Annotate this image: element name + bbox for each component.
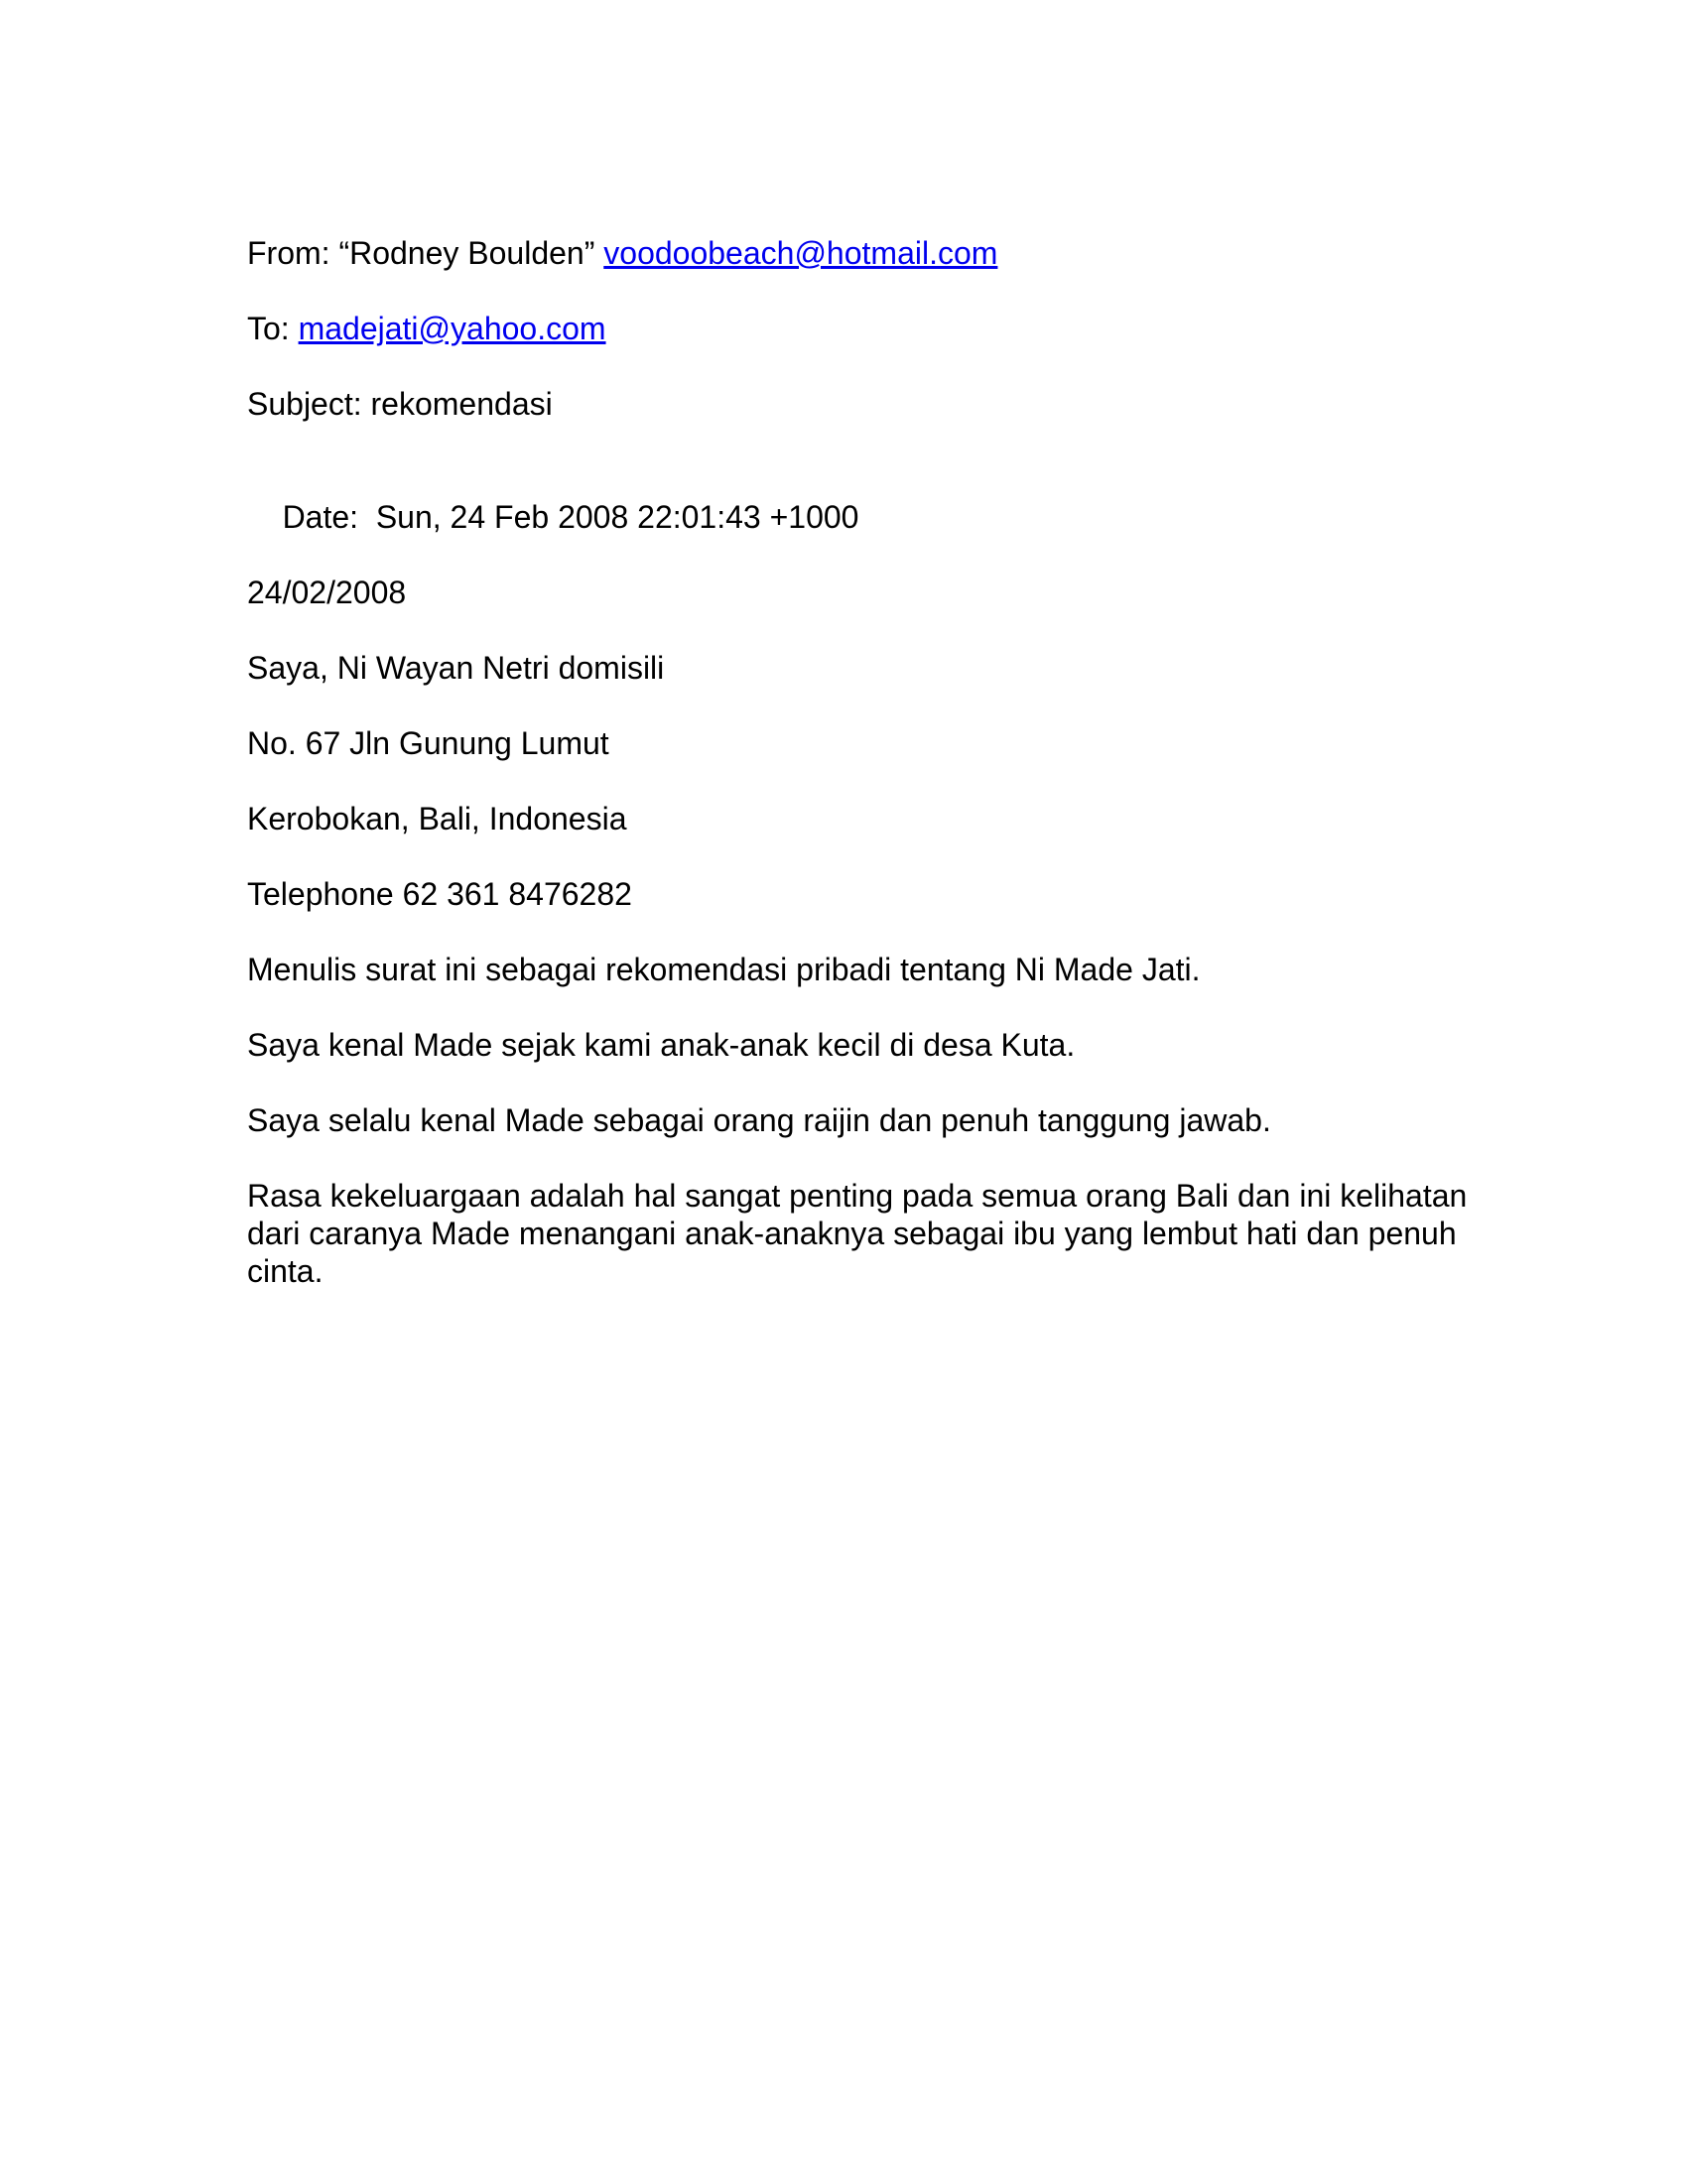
subject-line [247, 385, 1468, 423]
paragraph-4: Rasa kekeluargaan adalah hal sangat penting pada semua orang Bali dan ini kelihatan dari caranya Made menangani anak-anaknya sebagai ibu yang lembut hati dan penuh cinta. [247, 1178, 1468, 1289]
city-line: Kerobokan, Bali, Indonesia [247, 801, 627, 836]
paragraph-2: Saya kenal Made sejak kami anak-anak kecil di desa Kuta. [247, 1027, 1076, 1063]
date-line [247, 460, 1468, 574]
sender-name-line: Saya, Ni Wayan Netri domisili [247, 650, 665, 686]
address-line: No. 67 Jln Gunung Lumut [247, 725, 609, 761]
subject-label: Subject: [247, 386, 371, 422]
paragraph-1: Menulis surat ini sebagai rekomendasi pribadi tentang Ni Made Jati. [247, 952, 1201, 987]
date-value: Sun, 24 Feb 2008 22:01:43 +1000 [375, 499, 859, 535]
subject-value: rekomendasi [370, 386, 553, 422]
to-label: To: [247, 311, 299, 346]
to-email-link[interactable]: madejati@yahoo.com [298, 311, 606, 346]
from-email-link[interactable]: voodoobeach@hotmail.com [603, 235, 998, 271]
from-label: From: [247, 235, 339, 271]
telephone-line: Telephone 62 361 8476282 [247, 876, 632, 912]
letter-date: 24/02/2008 [247, 575, 407, 610]
date-label: Date: [282, 499, 376, 535]
to-line [247, 310, 1468, 347]
from-line [247, 234, 1468, 272]
from-name: “Rodney Boulden” [338, 235, 595, 271]
paragraph-3: Saya selalu kenal Made sebagai orang raijin dan penuh tanggung jawab. [247, 1102, 1271, 1138]
